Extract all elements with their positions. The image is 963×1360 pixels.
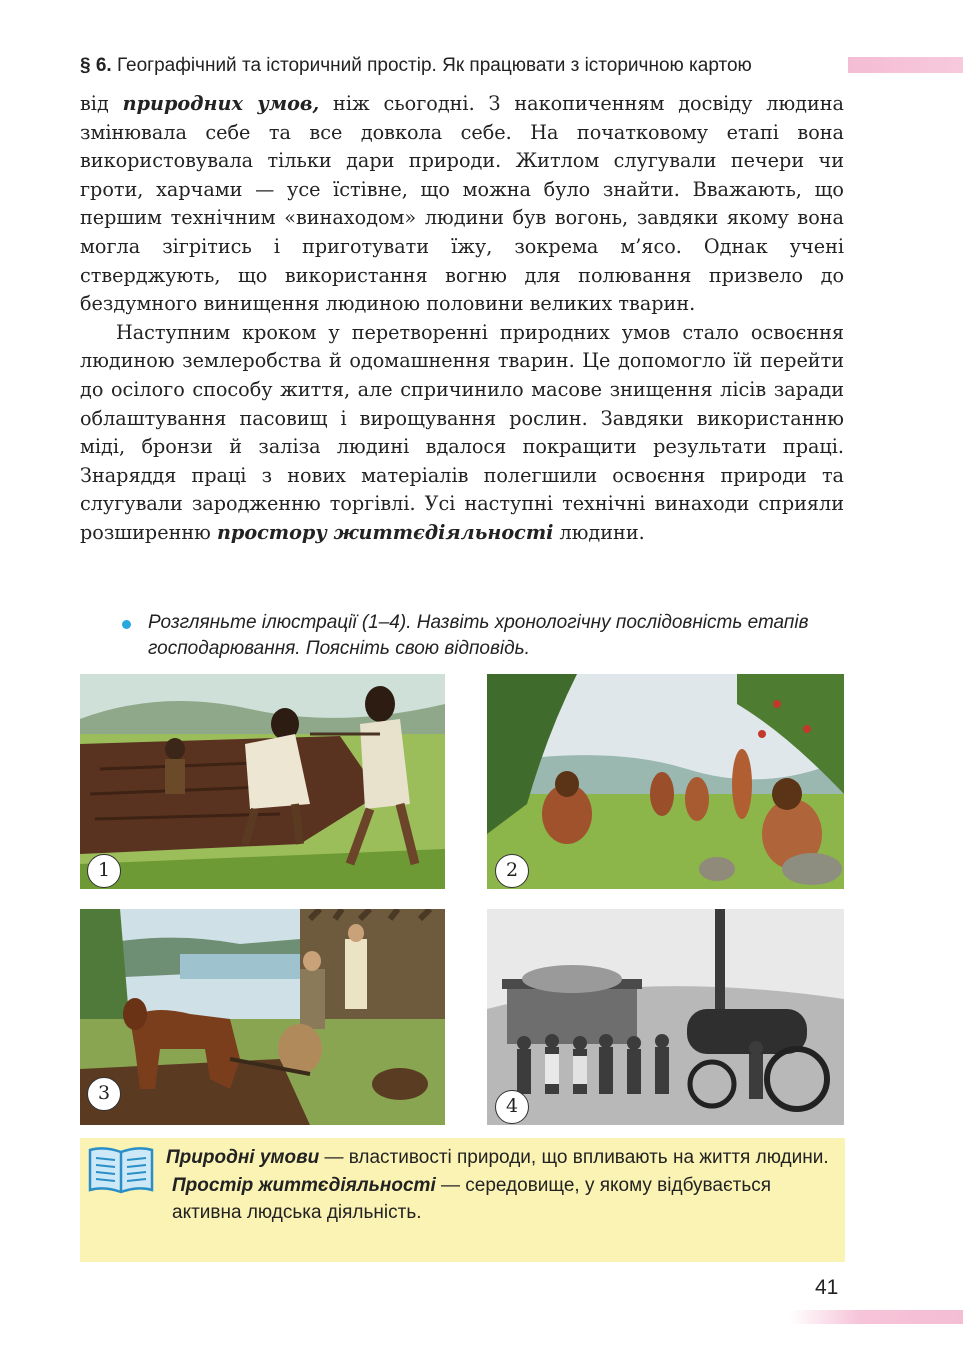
illustration-3-number: 3 — [87, 1077, 121, 1111]
glossary-entry-2 — [166, 1172, 836, 1227]
glossary-text — [166, 1144, 836, 1227]
illustration-4-number: 4 — [495, 1090, 529, 1124]
open-book-icon — [86, 1144, 156, 1201]
glossary-term-2: Простір життєдіяльності — [172, 1174, 436, 1196]
illustration-4 — [487, 909, 844, 1125]
term-natural-conditions: природних умов, — [122, 92, 320, 115]
p1-rest: ніж сьогодні. З накопиченням досвіду людина змінювала себе та все довкола себе. На початковому етапі вона використовувала тільки дари природи. Житлом слугували печери чи гроти, харчами — усе їстівне, що можна було знайти. Вважають, що першим технічним «винаходом» людини був вогонь, завдяки якому вона могла зігрітись і приготувати їжу, зокрема м’ясо. Однак учені стверджують, що використання вогню для полювання призвело до бездумного винищення людиною половини великих тварин. — [80, 92, 844, 316]
illustration-2 — [487, 674, 844, 889]
task-bullet — [122, 620, 131, 629]
main-text — [80, 90, 844, 548]
footer-accent-bar — [790, 1310, 963, 1324]
term-life-space: простору життєдіяльності — [216, 520, 554, 544]
glossary-entry-1 — [166, 1144, 836, 1172]
paragraph-1 — [80, 90, 844, 319]
glossary-def-1: — властивості природи, що впливають на життя людини. — [319, 1147, 829, 1168]
page-header — [80, 54, 880, 78]
glossary-term-1: Природні умови — [166, 1147, 320, 1168]
p2-start: Наступним кроком у перетворенні природних умов стало освоєння людиною землеробства й одомашнення тварин. Це допомогло їй перейти до осілого способу життя, але спричинило масове знищення лісів заради облаштування пасовищ і вирощування рослин. Завдяки використанню міді, бронзи й заліза людині вдалося покращити результати праці. Знаряддя праці з нових матеріалів полегшили освоєння природи та слугували зародженню торгівлі. Усі наступні технічні винаходи сприяли розширенню — [80, 320, 844, 544]
p2-end: людини. — [553, 520, 645, 544]
section-title: Географічний та історичний простір. Як працювати з історичною картою — [116, 55, 752, 76]
task-text: Розгляньте ілюстрації (1–4). Назвіть хронологічну послідовність етапів господарювання. Поясніть свою відповідь. — [148, 612, 809, 659]
paragraph-2 — [80, 319, 844, 548]
section-number: § 6. — [80, 55, 112, 76]
illustration-2-number: 2 — [495, 854, 529, 888]
p1-start: від — [80, 92, 123, 115]
glossary-def-2: — середовище, у якому відбувається активна людська діяльність. — [172, 1174, 772, 1223]
illustration-1 — [80, 674, 445, 889]
illustration-3 — [80, 909, 445, 1125]
illustration-1-number: 1 — [87, 854, 121, 888]
page-number: 41 — [815, 1276, 839, 1299]
